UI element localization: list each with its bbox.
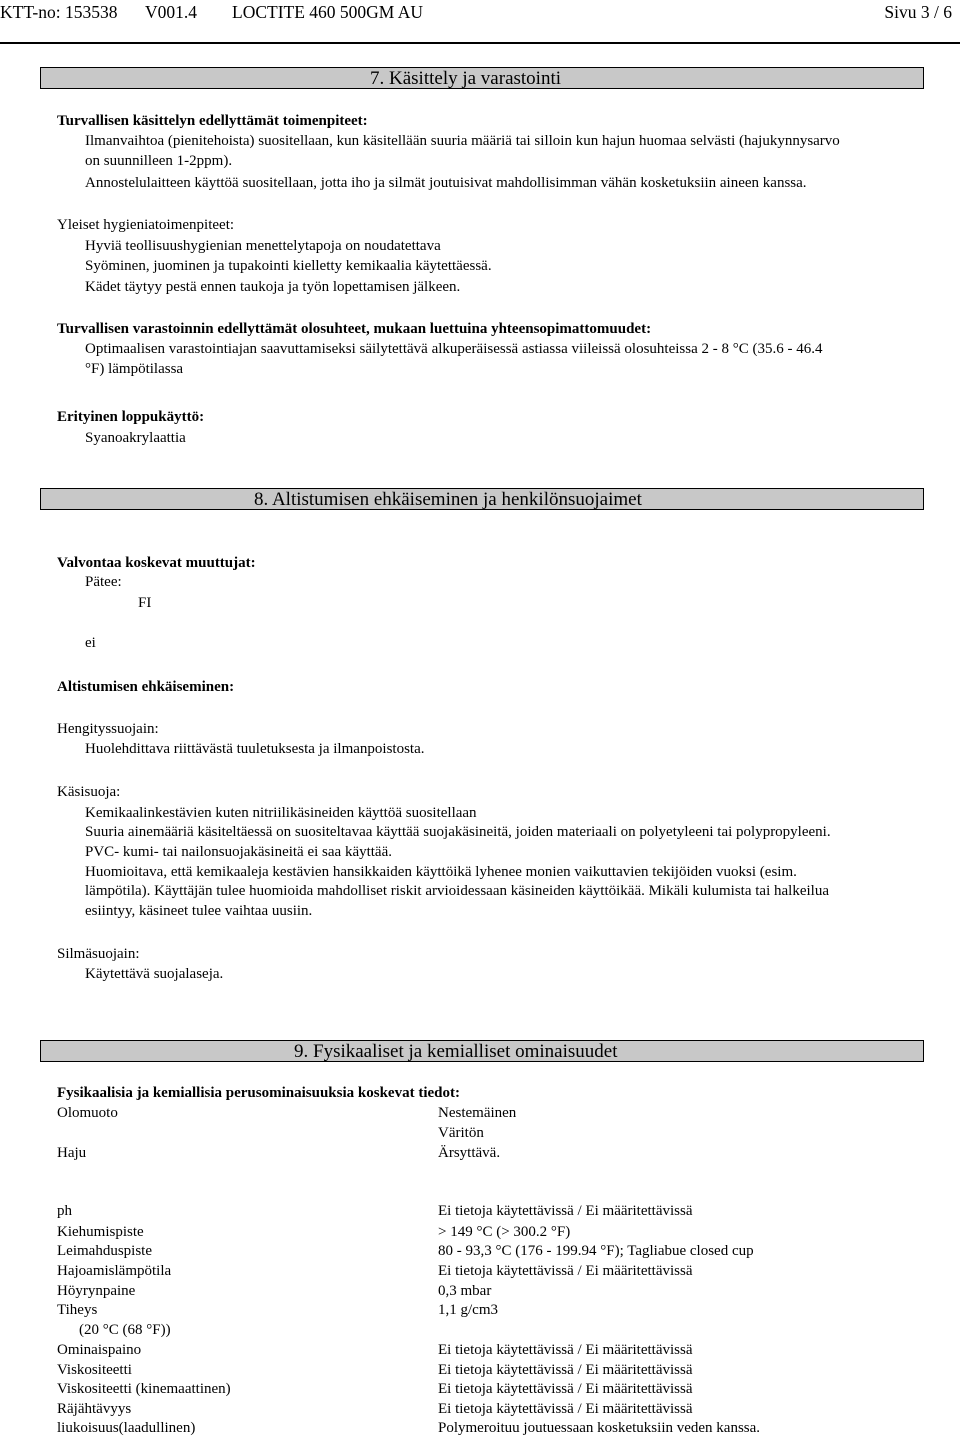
state-label: Olomuoto (57, 1105, 118, 1121)
property-label: Viskositeetti (57, 1362, 132, 1378)
storage-line: Optimaalisen varastointiajan saavuttamiseksi säilytettävä alkuperäisessä astiassa viileissä olosuhteissa 2 - 8 °C (35.6 - 46.4 (85, 341, 823, 357)
properties-heading: Fysikaalisia ja kemiallisia perusominaisuuksia koskevat tiedot: (57, 1085, 460, 1101)
property-label: Kiehumispiste (57, 1224, 144, 1240)
property-label: Höyrynpaine (57, 1283, 136, 1299)
safe-handling-line: Ilmanvaihtoa (pienitehoista) suositellaan, kun käsitellään suuria määriä tai silloin kun hajun huomaa selvästi (hajukynnysarvo (85, 133, 840, 149)
respiratory-value: Huolehdittava riittävästä tuuletuksesta ja ilmanpoistosta. (85, 741, 425, 757)
property-value: Ei tietoja käytettävissä / Ei määritettävissä (438, 1401, 693, 1417)
section-9-title: 9. Fysikaaliset ja kemialliset ominaisuudet (294, 1041, 618, 1062)
state-value: Nestemäinen (438, 1105, 517, 1121)
eye-protection-value: Käytettävä suojalaseja. (85, 966, 224, 982)
section-8-title: 8. Altistumisen ehkäiseminen ja henkilönsuojaimet (254, 489, 642, 510)
safe-handling-line: on suunnilleen 1-2ppm). (85, 153, 233, 169)
control-parameters-heading: Valvontaa koskevat muuttujat: (57, 555, 256, 571)
property-label: (20 °C (68 °F)) (79, 1322, 171, 1338)
property-label: Räjähtävyys (57, 1401, 132, 1417)
property-value: Ei tietoja käytettävissä / Ei määritettävissä (438, 1381, 693, 1397)
property-value: 80 - 93,3 °C (176 - 199.94 °F); Tagliabue closed cup (438, 1243, 754, 1259)
product-name: LOCTITE 460 500GM AU (232, 2, 424, 22)
property-label: Tiheys (57, 1302, 98, 1318)
property-value: > 149 °C (> 300.2 °F) (438, 1224, 571, 1240)
odor-value: Ärsyttävä. (438, 1145, 501, 1161)
applies-label: Pätee: (85, 574, 122, 590)
hand-protection-line: lämpötila). Käyttäjän tulee huomioida mahdolliset riskit arvioidessaan käsineiden käyttöikää. Mikäli kulumista tai halkeilua (85, 883, 829, 899)
respiratory-label: Hengityssuojain: (57, 721, 159, 737)
property-value: 1,1 g/cm3 (438, 1302, 498, 1318)
property-value: Polymeroituu joutuessaan kosketuksiin veden kanssa. (438, 1420, 761, 1436)
hand-protection-line: PVC- kumi- tai nailonsuojakäsineitä ei saa käyttää. (85, 844, 393, 860)
property-label: Leimahduspiste (57, 1243, 152, 1259)
property-label: Viskositeetti (kinemaattinen) (57, 1381, 231, 1397)
header-rule (0, 42, 960, 44)
property-label: Hajoamislämpötila (57, 1263, 172, 1279)
colour-value: Väritön (438, 1125, 484, 1141)
safe-handling-line: Annostelulaitteen käyttöä suositellaan, jotta iho ja silmät joutuisivat mahdollisimman vähän kosketuksiin aineen kanssa. (85, 175, 807, 191)
applies-note: ei (85, 635, 96, 651)
eye-protection-label: Silmäsuojain: (57, 946, 140, 962)
page-number: Sivu 3 / 6 (884, 2, 952, 22)
storage-line: °F) lämpötilassa (85, 361, 184, 377)
property-label: Ominaispaino (57, 1342, 142, 1358)
property-label: liukoisuus(laadullinen) (57, 1420, 196, 1436)
doc-version: V001.4 (145, 2, 198, 22)
property-value: Ei tietoja käytettävissä / Ei määritettävissä (438, 1342, 693, 1358)
doc-number: KTT-no: 153538 (0, 2, 118, 22)
property-value: Ei tietoja käytettävissä / Ei määritettävissä (438, 1203, 693, 1219)
section-7-banner (40, 67, 924, 89)
hygiene-line: Hyviä teollisuushygienian menettelytapoja on noudatettava (85, 238, 441, 254)
property-value: Ei tietoja käytettävissä / Ei määritettävissä (438, 1362, 693, 1378)
section-8-banner (40, 488, 924, 510)
hand-protection-line: Suuria ainemääriä käsiteltäessä on suositeltavaa käyttää suojakäsineitä, joiden materiaali on polyetyleeni tai polypropyleeni. (85, 824, 831, 840)
safe-handling-heading: Turvallisen käsittelyn edellyttämät toimenpiteet: (57, 113, 368, 129)
property-label: ph (57, 1203, 72, 1219)
hand-protection-line: esiintyy, käsineet tulee vaihtaa uusiin. (85, 903, 313, 919)
hygiene-line: Syöminen, juominen ja tupakointi kielletty kemikaalia käytettäessä. (85, 258, 492, 274)
property-value: Ei tietoja käytettävissä / Ei määritettävissä (438, 1263, 693, 1279)
hand-protection-line: Kemikaalinkestävien kuten nitriilikäsineiden käyttöä suositellaan (85, 805, 477, 821)
property-value: 0,3 mbar (438, 1283, 492, 1299)
applies-value: FI (138, 595, 152, 611)
hand-protection-line: Huomioitava, että kemikaaleja kestävien hansikkaiden käyttöikä lyhenee monien vaikuttavien tekijöiden vuoksi (esim. (85, 864, 797, 880)
hygiene-line: Kädet täytyy pestä ennen taukoja ja työn lopettamisen jälkeen. (85, 279, 461, 295)
storage-heading: Turvallisen varastoinnin edellyttämät olosuhteet, mukaan luettuina yhteensopimattomuudet: (57, 321, 652, 337)
end-use-value: Syanoakrylaattia (85, 430, 186, 446)
section-9-banner (40, 1040, 924, 1062)
exposure-controls-heading: Altistumisen ehkäiseminen: (57, 679, 235, 695)
hand-protection-label: Käsisuoja: (57, 784, 121, 800)
hygiene-heading: Yleiset hygieniatoimenpiteet: (57, 217, 235, 233)
odor-label: Haju (57, 1145, 87, 1161)
section-7-title: 7. Käsittely ja varastointi (370, 68, 562, 89)
end-use-heading: Erityinen loppukäyttö: (57, 409, 205, 425)
